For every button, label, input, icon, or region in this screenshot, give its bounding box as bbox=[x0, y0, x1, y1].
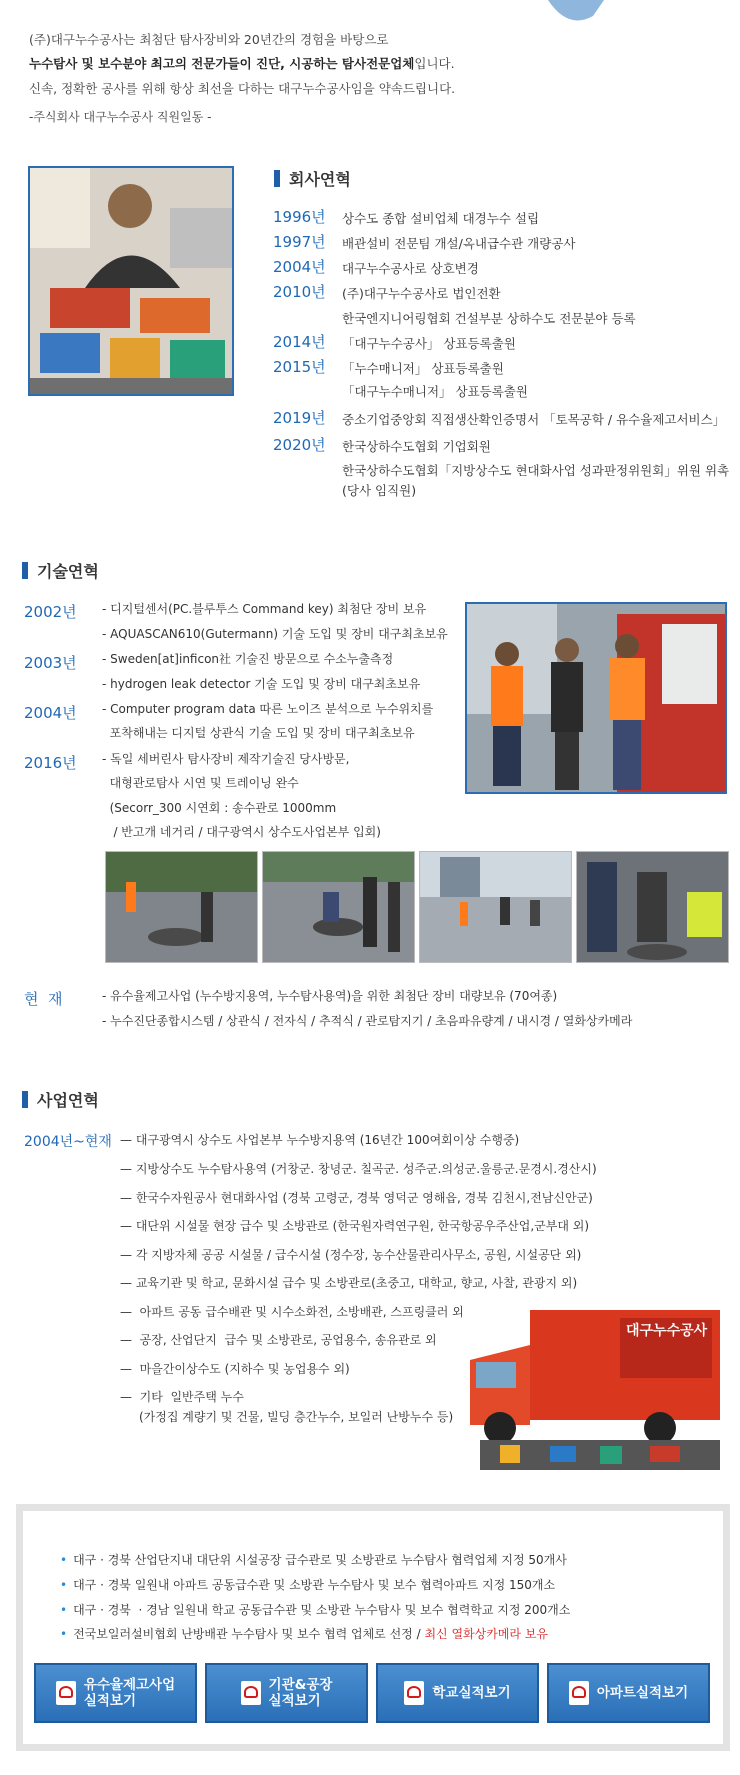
bullet-dot-icon: • bbox=[60, 1627, 68, 1641]
history-text: 상수도 종합 설비업체 대경누수 설립 bbox=[342, 211, 540, 226]
pdf-icon bbox=[404, 1681, 424, 1705]
business-line: — 기타 일반주택 누수 bbox=[120, 1390, 244, 1404]
tech-year: 2003년 bbox=[24, 654, 77, 672]
business-line: — 공장, 산업단지 급수 및 소방관로, 공업용수, 송유관로 외 bbox=[120, 1333, 437, 1347]
info-bullet-highlight: 최신 열화상카메라 보유 bbox=[424, 1627, 549, 1641]
truck-sign-text: 대구누수공사 bbox=[626, 1323, 708, 1339]
history-text: 「대구누수공사」 상표등록출원 bbox=[342, 336, 516, 351]
business-line: — 교육기관 및 학교, 문화시설 급수 및 소방관로(초중고, 대학교, 향교, 사찰, 관광지 외) bbox=[120, 1276, 578, 1290]
history-year: 2015년 bbox=[273, 358, 326, 376]
business-line: — 마을간이상수도 (지하수 및 농업용수 외) bbox=[120, 1362, 350, 1376]
history-year: 1997년 bbox=[273, 233, 326, 251]
field-photo-1 bbox=[105, 851, 258, 963]
tech-team-photo bbox=[465, 602, 727, 794]
intro-line-1: (주)대구누수공사는 최첨단 탐사장비와 20년간의 경험을 바탕으로 bbox=[29, 32, 389, 47]
history-year: 2019년 bbox=[273, 409, 326, 427]
tech-text: - AQUASCAN610(Gutermann) 기술 도입 및 장비 대구최초보유 bbox=[102, 627, 448, 641]
history-text: (주)대구누수공사로 법인전환 bbox=[342, 286, 501, 301]
business-period: 2004년~현재 bbox=[24, 1134, 112, 1150]
button-label: 기관&공장 bbox=[268, 1677, 333, 1693]
button-label: 실적보기 bbox=[83, 1693, 137, 1709]
history-text: 대구누수공사로 상호변경 bbox=[342, 261, 479, 276]
company-history-title-text: 회사연혁 bbox=[289, 170, 351, 189]
water-revenue-results-button[interactable] bbox=[34, 1663, 197, 1723]
info-bullet bbox=[60, 1601, 570, 1618]
intro-line-3: 신속, 정확한 공사를 위해 항상 최선을 다하는 대구누수공사임을 약속드립니다. bbox=[29, 81, 456, 96]
info-bullet-text: 대구 · 경북 · 경남 일원내 학교 공동급수관 및 소방관 누수탐사 및 보수 협력학교 지정 200개소 bbox=[73, 1603, 571, 1617]
button-label: 학교실적보기 bbox=[432, 1685, 511, 1701]
business-line: — 아파트 공동 급수배관 및 시수소화전, 소방배관, 스프링클러 외 bbox=[120, 1305, 464, 1319]
history-text: 중소기업중앙회 직접생산확인증명서 「토목공학 / 유수율제고서비스」 bbox=[342, 412, 726, 427]
pdf-icon bbox=[569, 1681, 589, 1705]
business-history-title-text: 사업연혁 bbox=[37, 1091, 99, 1110]
section-bar-icon bbox=[274, 170, 280, 187]
info-bullet bbox=[60, 1625, 548, 1642]
truck-image bbox=[460, 1300, 730, 1480]
school-results-button[interactable] bbox=[376, 1663, 539, 1723]
current-label: 현 재 bbox=[24, 990, 63, 1008]
info-bullet bbox=[60, 1576, 555, 1593]
business-line: — 대단위 시설물 현장 급수 및 소방관로 (한국원자력연구원, 한국항공우주산업,군부대 외) bbox=[120, 1219, 590, 1233]
history-year: 1996년 bbox=[273, 208, 326, 226]
business-line: — 대구광역시 상수도 사업본부 누수방지용역 (16년간 100여회이상 수행중) bbox=[120, 1133, 520, 1147]
business-line: — 지방상수도 누수탐사용역 (거창군. 창녕군. 칠곡군. 성주군.의성군.울릉군.문경시.경산시) bbox=[120, 1162, 597, 1176]
tech-text: / 반고개 네거리 / 대구광역시 상수도사업본부 입회) bbox=[102, 825, 381, 839]
tech-history-title-text: 기술연혁 bbox=[37, 562, 99, 581]
intro-line-2-tail: 입니다. bbox=[414, 56, 455, 71]
bullet-dot-icon: • bbox=[60, 1603, 68, 1617]
apartment-results-button[interactable] bbox=[547, 1663, 710, 1723]
history-text: 「누수매니저」 상표등록출원 bbox=[342, 361, 504, 376]
intro-line-2-bold: 누수탐사 및 보수분야 최고의 전문가들이 진단, 시공하는 탐사전문업체 bbox=[29, 56, 415, 71]
button-label: 유수율제고사업 bbox=[83, 1677, 176, 1693]
button-label: 실적보기 bbox=[268, 1693, 321, 1709]
tech-year: 2004년 bbox=[24, 704, 77, 722]
field-photo-4 bbox=[576, 851, 729, 963]
history-year: 2014년 bbox=[273, 333, 326, 351]
info-bullet-text: 전국보일러설비협회 난방배관 누수탐사 및 보수 협력 업체로 선정 / bbox=[73, 1627, 425, 1641]
history-year: 2004년 bbox=[273, 258, 326, 276]
business-line-sub: (가정집 계량기 및 건물, 빌딩 층간누수, 보일러 난방누수 등) bbox=[139, 1410, 454, 1424]
company-history-title bbox=[274, 167, 351, 190]
section-bar-icon bbox=[22, 1091, 28, 1108]
tech-text: - 독일 세버린사 탐사장비 제작기술진 당사방문, bbox=[102, 752, 350, 766]
tech-text: - Computer program data 따른 노이즈 분석으로 누수위치를 bbox=[102, 702, 434, 716]
history-text: 배관설비 전문팀 개설/옥내급수관 개량공사 bbox=[342, 236, 576, 251]
intro-line-2 bbox=[29, 54, 455, 72]
history-text: 한국엔지니어링협회 건설부분 상하수도 전문분야 등록 bbox=[342, 311, 636, 326]
history-text: 「대구누수매니저」 상표등록출원 bbox=[342, 384, 528, 399]
info-bullet bbox=[60, 1551, 567, 1568]
info-bullet-text: 대구 · 경북 산업단지내 대단위 시설공장 급수관로 및 소방관로 누수탐사 협력업체 지정 50개사 bbox=[73, 1553, 567, 1567]
section-bar-icon bbox=[22, 562, 28, 579]
tech-text: 포착해내는 디지털 상관식 기술 도입 및 장비 대구최초보유 bbox=[102, 726, 415, 740]
history-text: 한국상하수도협회「지방상수도 현대화사업 성과판정위원회」위원 위촉 bbox=[342, 463, 730, 478]
history-text: (당사 임직원) bbox=[342, 483, 417, 498]
history-year: 2020년 bbox=[273, 436, 326, 454]
business-line: — 각 지방자체 공공 시설물 / 급수시설 (정수장, 농수산물관리사무소, 공원, 시설공단 외) bbox=[120, 1248, 582, 1262]
field-photo-2 bbox=[262, 851, 415, 963]
tech-year: 2002년 bbox=[24, 603, 77, 621]
current-text: - 유수율제고사업 (누수방지용역, 누수탐사용역)을 위한 최첨단 장비 대량보유 (70여종) bbox=[102, 989, 558, 1003]
tech-text: 대형관로탐사 시연 및 트레이닝 완수 bbox=[102, 776, 299, 790]
agency-factory-results-button[interactable] bbox=[205, 1663, 368, 1723]
button-label: 아파트실적보기 bbox=[596, 1685, 689, 1701]
tech-history-title bbox=[22, 559, 99, 582]
current-text: - 누수진단종합시스템 / 상관식 / 전자식 / 추적식 / 관로탐지기 / 초음파유량계 / 내시경 / 열화상카메라 bbox=[102, 1014, 633, 1028]
business-history-title bbox=[22, 1088, 99, 1111]
intro-signature: -주식회사 대구누수공사 직원일동 - bbox=[29, 110, 212, 124]
history-text: 한국상하수도협회 기업회원 bbox=[342, 439, 491, 454]
bullet-dot-icon: • bbox=[60, 1578, 68, 1592]
history-year: 2010년 bbox=[273, 283, 326, 301]
business-line: — 한국수자원공사 현대화사업 (경북 고령군, 경북 영덕군 영해읍, 경북 김천시,전남신안군) bbox=[120, 1191, 593, 1205]
tech-text: - Sweden[at]inficon社 기술진 방문으로 수소누출측정 bbox=[102, 652, 394, 666]
tech-text: - hydrogen leak detector 기술 도입 및 장비 대구최초보유 bbox=[102, 677, 421, 691]
field-photo-3 bbox=[419, 851, 572, 963]
info-bullet-text: 대구 · 경북 일원내 아파트 공동급수관 및 소방관 누수탐사 및 보수 협력아파트 지정 150개소 bbox=[73, 1578, 556, 1592]
pdf-icon bbox=[56, 1681, 76, 1705]
tech-text: (Secorr_300 시연회 : 송수관로 1000mm bbox=[102, 801, 337, 815]
ceo-photo bbox=[28, 166, 234, 396]
pdf-icon bbox=[241, 1681, 261, 1705]
bullet-dot-icon: • bbox=[60, 1553, 68, 1567]
decorative-swoosh bbox=[548, 0, 608, 28]
tech-text: - 디지털센서(PC.블루투스 Command key) 최첨단 장비 보유 bbox=[102, 602, 427, 616]
tech-year: 2016년 bbox=[24, 754, 77, 772]
